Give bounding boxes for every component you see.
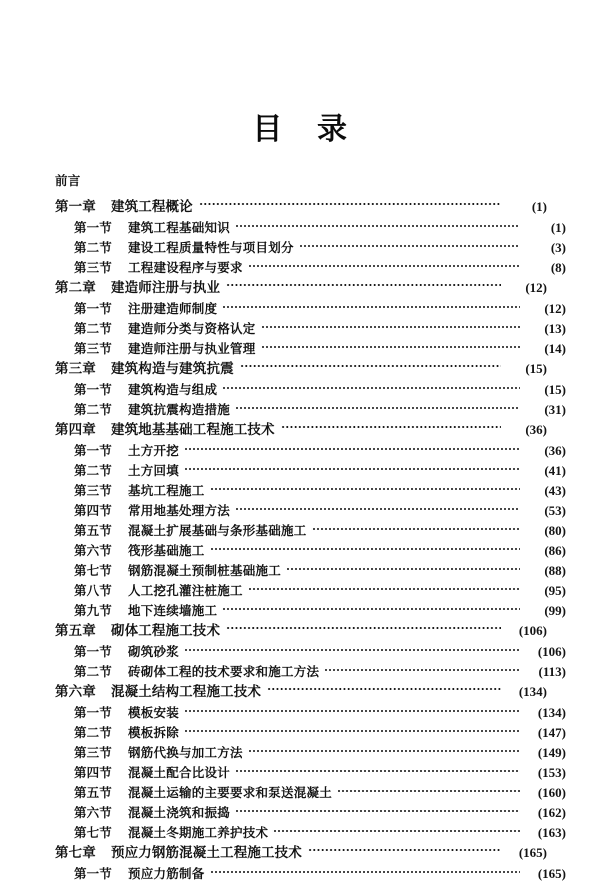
- dot-leader: [235, 212, 520, 232]
- toc-entry-page-number: (12): [525, 280, 547, 295]
- toc-entry-title: 注册建造师制度: [128, 302, 218, 316]
- toc-entry-number: 第五章: [55, 623, 96, 639]
- toc-entry-page-number: (15): [544, 382, 566, 397]
- toc-entry-title: 建设工程质量特性与项目划分: [128, 241, 294, 255]
- toc-entry-number: 第四节: [74, 504, 112, 518]
- toc-entry-title: 建筑抗震构造措施: [128, 403, 231, 417]
- toc-entry-number: 第一节: [74, 221, 112, 235]
- toc-entry-page-number: (43): [544, 483, 566, 498]
- toc-entry-number: 第二节: [74, 464, 112, 478]
- toc-entry-page-number: (165): [518, 845, 547, 860]
- toc-entry-title: 人工挖孔灌注桩施工: [128, 584, 243, 598]
- dot-leader: [226, 272, 501, 292]
- page-title-char-lu: 录: [317, 112, 348, 147]
- toc-entry-number: 第四节: [74, 766, 112, 780]
- dot-leader: [308, 837, 501, 857]
- dot-leader: [267, 676, 501, 696]
- toc-entry-title: 钢筋代换与加工方法: [128, 746, 243, 760]
- dot-leader: [222, 293, 520, 313]
- toc-entry-page-number: (153): [537, 765, 566, 780]
- toc-entry-number: 第一节: [74, 444, 112, 458]
- dot-leader: [199, 191, 501, 211]
- dot-leader: [184, 717, 520, 737]
- toc-entry-title: 混凝土配合比设计: [128, 766, 231, 780]
- dot-leader: [226, 615, 501, 635]
- toc-entry-number: 第一节: [74, 302, 112, 316]
- toc-entry-number: 第一节: [74, 383, 112, 397]
- toc-entry-number: 第二章: [55, 280, 96, 296]
- toc-entry-number: 第七节: [74, 564, 112, 578]
- toc-entry-page-number: (1): [550, 220, 566, 235]
- toc-entry-title: 混凝土扩展基础与条形基础施工: [128, 524, 307, 538]
- toc-entry-title: 模板拆除: [128, 726, 180, 740]
- toc-entry-page-number: (12): [544, 301, 566, 316]
- toc-entry-title: 建筑构造与建筑抗震: [111, 361, 234, 377]
- toc-entry-page-number: (8): [550, 260, 566, 275]
- toc-entry-number: 第三章: [55, 361, 96, 377]
- toc-entry-page-number: (160): [537, 785, 566, 800]
- dot-leader: [210, 858, 520, 878]
- toc-entry-page-number: (31): [544, 402, 566, 417]
- toc-entry-number: 第六节: [74, 806, 112, 820]
- toc-entry-page-number: (3): [550, 240, 566, 255]
- dot-leader: [235, 757, 520, 777]
- toc-entry-number: 第二节: [74, 241, 112, 255]
- toc-entry-title: 建造师注册与执业: [111, 280, 221, 296]
- toc-entry-number: 第五节: [74, 786, 112, 800]
- toc-entry-number: 第一节: [74, 706, 112, 720]
- dot-leader: [299, 232, 520, 252]
- toc-entry-page-number: (134): [518, 684, 547, 699]
- toc-entry-number: 第三节: [74, 342, 112, 356]
- toc-entry-title: 建筑地基基础工程施工技术: [111, 422, 275, 438]
- toc-entry-number: 第一章: [55, 199, 96, 215]
- toc-entry-title: 前言: [55, 173, 81, 188]
- toc-entry-number: 第七节: [74, 826, 112, 840]
- toc-entry-page-number: (106): [518, 623, 547, 638]
- table-of-contents: [55, 170, 566, 881]
- toc-entry-title: 砖砌体工程的技术要求和施工方法: [128, 665, 320, 679]
- toc-entry-title: 砌体工程施工技术: [111, 623, 221, 639]
- toc-entry-title: 建筑构造与组成: [128, 383, 218, 397]
- dot-leader: [210, 475, 520, 495]
- toc-entry-number: 第五节: [74, 524, 112, 538]
- toc-entry-page-number: (149): [537, 745, 566, 760]
- toc-entry-page-number: (106): [537, 644, 566, 659]
- toc-entry-number: 第八节: [74, 584, 112, 598]
- dot-leader: [248, 737, 520, 757]
- toc-entry-page-number: (80): [544, 523, 566, 538]
- toc-entry-title: 预应力钢筋混凝土工程施工技术: [111, 845, 302, 861]
- toc-entry-page-number: (88): [544, 563, 566, 578]
- toc-entry-number: 第三节: [74, 484, 112, 498]
- toc-entry-number: 第六节: [74, 544, 112, 558]
- toc-entry-title: 混凝土浇筑和振捣: [128, 806, 231, 820]
- toc-entry-page-number: (14): [544, 341, 566, 356]
- toc-entry-title: 基坑工程施工: [128, 484, 205, 498]
- toc-entry-number: 第二节: [74, 665, 112, 679]
- toc-entry-title: 建造师分类与资格认定: [128, 322, 256, 336]
- toc-entry-page-number: (86): [544, 543, 566, 558]
- toc-entry-page-number: (41): [544, 463, 566, 478]
- toc-entry-number: 第三节: [74, 261, 112, 275]
- toc-entry-title: 砌筑砂浆: [128, 645, 180, 659]
- toc-entry-title: 模板安装: [128, 706, 180, 720]
- toc-entry-number: 第一节: [74, 645, 112, 659]
- toc-entry-title: 土方开挖: [128, 444, 180, 458]
- dot-leader: [337, 777, 520, 797]
- toc-entry-title: 地下连续墙施工: [128, 604, 218, 618]
- dot-leader: [261, 313, 520, 333]
- toc-entry-title: 钢筋混凝土预制桩基础施工: [128, 564, 282, 578]
- dot-leader: [281, 414, 501, 434]
- dot-leader: [210, 535, 520, 555]
- toc-entry-page-number: (165): [537, 866, 566, 881]
- toc-entry-page-number: (15): [525, 361, 547, 376]
- toc-entry-number: 第九节: [74, 604, 112, 618]
- toc-entry-number: 第三节: [74, 746, 112, 760]
- dot-leader: [222, 595, 520, 615]
- dot-leader: [184, 636, 520, 656]
- toc-entry-number: 第二节: [74, 726, 112, 740]
- toc-entry-page-number: (1): [531, 199, 547, 214]
- toc-entry-page-number: (163): [537, 825, 566, 840]
- dot-leader: [222, 374, 520, 394]
- toc-entry-number: 第二节: [74, 403, 112, 417]
- toc-chapter-entry: [55, 191, 547, 215]
- toc-entry-page-number: (13): [544, 321, 566, 336]
- toc-entry-title: 筏形基础施工: [128, 544, 205, 558]
- page-title-char-mu: 目: [252, 112, 283, 147]
- toc-entry-page-number: (134): [537, 705, 566, 720]
- toc-entry-title: 预应力筋制备: [128, 867, 205, 881]
- dot-leader: [248, 575, 520, 595]
- toc-preface-entry: [55, 170, 547, 191]
- toc-entry-number: 第七章: [55, 845, 96, 861]
- dot-leader: [235, 797, 520, 817]
- dot-leader: [184, 455, 520, 475]
- dot-leader: [286, 555, 520, 575]
- toc-entry-page-number: (99): [544, 603, 566, 618]
- toc-entry-title: 混凝土结构工程施工技术: [111, 684, 261, 700]
- dot-leader: [235, 394, 520, 414]
- toc-entry-title: 混凝土冬期施工养护技术: [128, 826, 269, 840]
- toc-entry-title: 建筑工程基础知识: [128, 221, 231, 235]
- dot-leader: [184, 697, 520, 717]
- toc-entry-page-number: (147): [537, 725, 566, 740]
- toc-entry-number: 第二节: [74, 322, 112, 336]
- toc-entry-number: 第六章: [55, 684, 96, 700]
- dot-leader: [261, 333, 520, 353]
- toc-entry-page-number: (36): [544, 443, 566, 458]
- dot-leader: [273, 817, 520, 837]
- toc-entry-title: 建造师注册与执业管理: [128, 342, 256, 356]
- toc-entry-number: 第一节: [74, 867, 112, 881]
- toc-entry-page-number: (162): [537, 805, 566, 820]
- toc-entry-page-number: (95): [544, 583, 566, 598]
- toc-entry-title: 土方回填: [128, 464, 180, 478]
- dot-leader: [248, 252, 520, 272]
- dot-leader: [235, 495, 520, 515]
- dot-leader: [240, 353, 501, 373]
- toc-entry-title: 常用地基处理方法: [128, 504, 231, 518]
- dot-leader: [324, 656, 520, 676]
- toc-entry-title: 混凝土运输的主要要求和泵送混凝土: [128, 786, 333, 800]
- dot-leader: [184, 435, 520, 455]
- toc-entry-page-number: (113): [538, 664, 566, 679]
- toc-entry-title: 工程建设程序与要求: [128, 261, 243, 275]
- dot-leader: [312, 515, 520, 535]
- toc-entry-number: 第四章: [55, 422, 96, 438]
- toc-entry-page-number: (36): [525, 422, 547, 437]
- toc-entry-page-number: (53): [544, 503, 566, 518]
- toc-entry-title: 建筑工程概论: [111, 199, 193, 215]
- page-title: [0, 104, 600, 148]
